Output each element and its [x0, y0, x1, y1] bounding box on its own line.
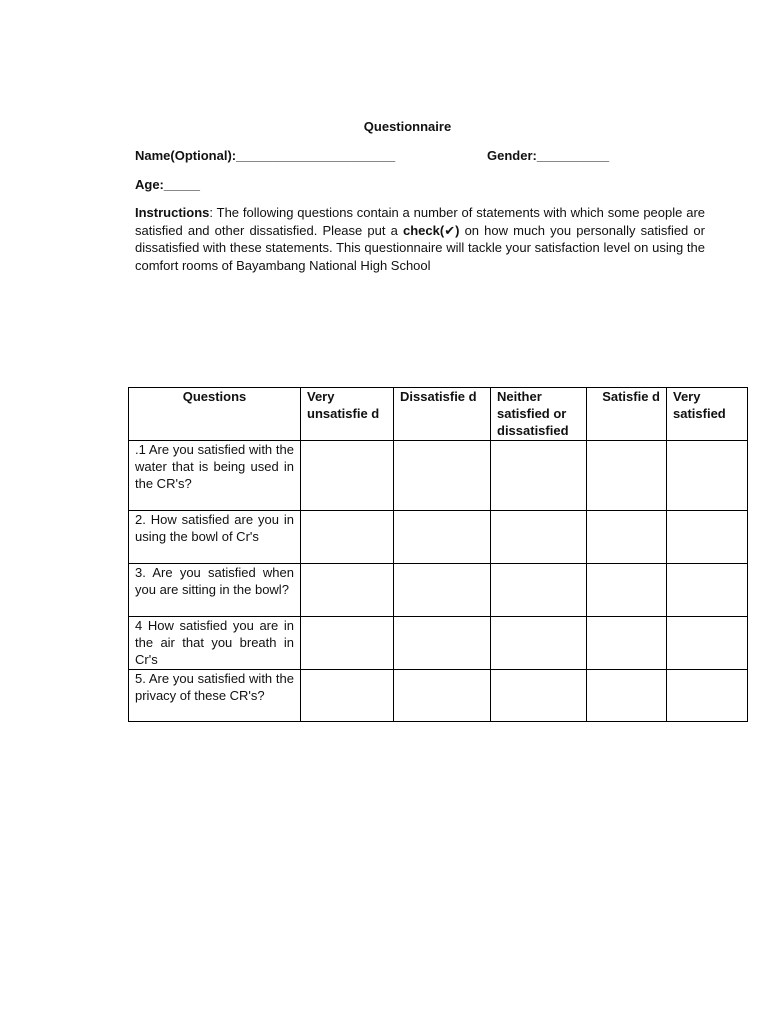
header-very-unsatisfied: Very unsatisfie d: [301, 388, 394, 441]
answer-cell-neither[interactable]: [491, 441, 587, 511]
answer-cell-very-satisfied[interactable]: [667, 670, 748, 722]
table-row: [129, 617, 748, 670]
instructions-text-2: on how much you personally satisfied or dissatisfied with these statements. This questionnaire will tackle your satisfaction level on using the comfort rooms of Bayambang National High School: [135, 222, 705, 273]
table-header-row: [129, 388, 748, 441]
satisfaction-table: [128, 387, 748, 722]
check-mark-label: check(✔): [403, 222, 460, 238]
answer-cell-very-satisfied[interactable]: [667, 511, 748, 564]
question-cell: 5. Are you satisfied with the privacy of these CR's?: [129, 670, 301, 722]
document-title: Questionnaire: [363, 119, 452, 134]
header-questions: Questions: [129, 388, 301, 441]
answer-cell-neither[interactable]: [491, 617, 587, 670]
question-cell: 2. How satisfied are you in using the bowl of Cr's: [129, 511, 301, 564]
answer-cell-satisfied[interactable]: [587, 617, 667, 670]
answer-cell-neither[interactable]: [491, 511, 587, 564]
answer-cell-dissatisfied[interactable]: [394, 564, 491, 617]
answer-cell-satisfied[interactable]: [587, 441, 667, 511]
answer-cell-very-unsatisfied[interactable]: [301, 441, 394, 511]
table-row: [129, 564, 748, 617]
question-cell: 4 How satisfied you are in the air that you breath in Cr's: [129, 617, 301, 670]
age-field: Age:_____: [135, 177, 201, 192]
question-cell: .1 Are you satisfied with the water that is being used in the CR's?: [129, 441, 301, 511]
answer-cell-dissatisfied[interactable]: [394, 441, 491, 511]
answer-cell-dissatisfied[interactable]: [394, 511, 491, 564]
answer-cell-dissatisfied[interactable]: [394, 617, 491, 670]
instructions-paragraph: [135, 204, 705, 274]
instructions-label: Instructions: [135, 205, 210, 220]
answer-cell-very-satisfied[interactable]: [667, 441, 748, 511]
answer-cell-very-unsatisfied[interactable]: [301, 670, 394, 722]
instructions-text-1: : The following questions contain a number of statements with which some people are satisfied and other dissatisfied. Please put a: [135, 205, 705, 238]
table-row: [129, 670, 748, 722]
header-satisfied: [587, 388, 667, 441]
header-dissatisfied: Dissatisfie d: [394, 388, 491, 441]
answer-cell-satisfied[interactable]: [587, 511, 667, 564]
header-satisfied-label: Satisfie d: [602, 389, 660, 404]
answer-cell-neither[interactable]: [491, 564, 587, 617]
answer-cell-satisfied[interactable]: [587, 670, 667, 722]
answer-cell-very-unsatisfied[interactable]: [301, 511, 394, 564]
answer-cell-dissatisfied[interactable]: [394, 670, 491, 722]
gender-field: Gender:__________: [487, 148, 610, 163]
name-field: Name(Optional):______________________: [135, 148, 396, 163]
answer-cell-very-unsatisfied[interactable]: [301, 617, 394, 670]
table-row: [129, 511, 748, 564]
question-cell: 3. Are you satisfied when you are sitting in the bowl?: [129, 564, 301, 617]
answer-cell-very-unsatisfied[interactable]: [301, 564, 394, 617]
header-very-satisfied: Very satisfied: [667, 388, 748, 441]
header-neither: Neither satisfied or dissatisfied: [491, 388, 587, 441]
answer-cell-very-satisfied[interactable]: [667, 564, 748, 617]
answer-cell-very-satisfied[interactable]: [667, 617, 748, 670]
answer-cell-satisfied[interactable]: [587, 564, 667, 617]
table-row: [129, 441, 748, 511]
answer-cell-neither[interactable]: [491, 670, 587, 722]
